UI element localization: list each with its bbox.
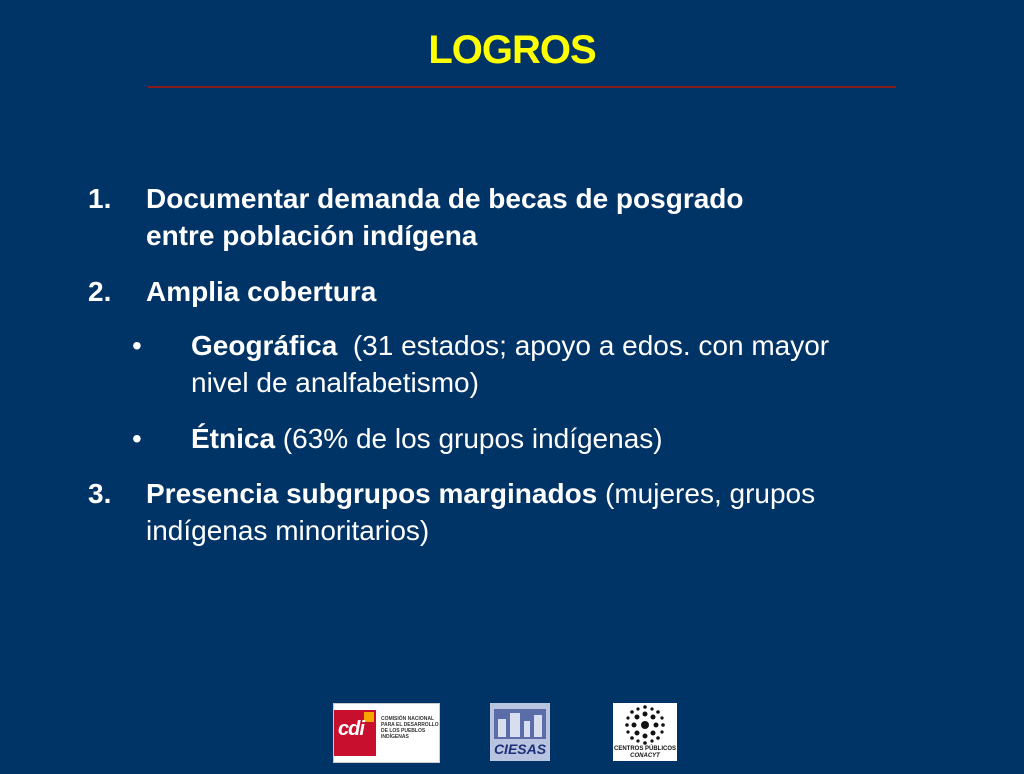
ciesas-logo-text: CIESAS	[493, 741, 547, 757]
list-item-3	[88, 475, 988, 551]
sub-item-geografica	[132, 327, 992, 403]
list-item-bold: Presencia subgrupos marginados	[146, 478, 598, 509]
list-item-text-line2: indígenas minoritarios)	[146, 515, 430, 546]
bullet: •	[132, 330, 142, 361]
conacyt-dots-icon	[613, 705, 677, 745]
sub-item-text	[191, 420, 663, 457]
cdi-logo-text: COMISIÓN NACIONAL PARA EL DESARROLLO DE LOS PUEBLOS INDÍGENAS	[381, 716, 439, 740]
list-number: 1.	[88, 183, 112, 214]
cpc-logo-text-1: CENTROS PÚBLICOS	[613, 746, 676, 752]
sub-item-bold: Geográfica	[191, 330, 338, 361]
list-item-1	[88, 180, 968, 256]
title-divider	[148, 86, 896, 88]
list-item-text	[146, 475, 815, 512]
cdi-logo-dot	[364, 712, 374, 722]
list-item-rest: (mujeres, grupos	[597, 478, 816, 509]
cpc-logo-text-2: CONACYT	[630, 753, 660, 759]
list-item-text: Amplia cobertura	[146, 276, 377, 307]
list-item-2	[88, 273, 968, 310]
sub-item-rest: (31 estados; apoyo a edos. con mayor	[337, 330, 830, 361]
ciesas-logo	[490, 703, 550, 761]
sub-item-text-line2: nivel de analfabetismo)	[191, 367, 479, 398]
ciesas-logo-emblem	[494, 709, 546, 739]
cdi-logo	[333, 703, 440, 763]
slide-title: LOGROS	[428, 28, 596, 72]
list-number: 3.	[88, 478, 112, 509]
sub-item-etnica	[132, 420, 992, 457]
list-item-text: Documentar demanda de becas de posgrado	[146, 183, 744, 214]
centros-publicos-conacyt-logo	[613, 703, 677, 761]
sub-item-rest: (63% de los grupos indígenas)	[275, 423, 663, 454]
list-number: 2.	[88, 276, 112, 307]
list-item-text-line2: entre población indígena	[146, 220, 478, 251]
sub-item-text	[191, 327, 829, 364]
cdi-logo-letters: cdi	[338, 718, 364, 740]
ciesas-emblem-icon	[494, 709, 546, 739]
bullet: •	[132, 423, 142, 454]
sub-item-bold: Étnica	[191, 423, 276, 454]
